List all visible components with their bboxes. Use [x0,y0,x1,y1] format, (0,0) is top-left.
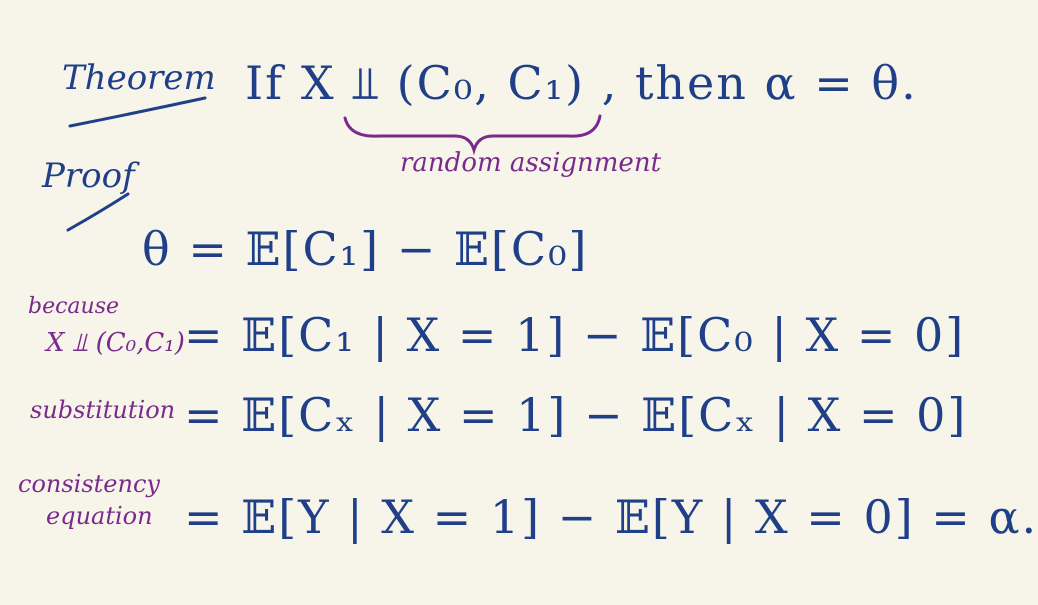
theorem-label: Theorem [62,58,216,98]
independence-annotation: X ⫫ (C₀,C₁) [46,328,185,358]
consistency-annotation: consistency [18,470,160,498]
proof-line-1: θ = 𝔼[C₁] − 𝔼[C₀] [142,222,589,276]
proof-line-2: = 𝔼[C₁ | X = 1] − 𝔼[C₀ | X = 0] [184,308,966,362]
because-annotation: because [28,294,120,319]
random-assignment-annotation: random assignment [400,148,662,178]
substitution-annotation: substitution [30,396,176,424]
theorem-statement: If X ⫫ (C₀, C₁) , then α = θ. [245,56,918,110]
proof-label: Proof [42,156,135,196]
proof-line-3: = 𝔼[Cₓ | X = 1] − 𝔼[Cₓ | X = 0] [184,388,968,442]
random-assignment-brace [345,116,600,150]
equation-annotation: equation [46,502,153,530]
proof-underline [68,194,128,230]
proof-line-4: = 𝔼[Y | X = 1] − 𝔼[Y | X = 0] = α. [184,490,1038,544]
theorem-underline [70,98,205,126]
